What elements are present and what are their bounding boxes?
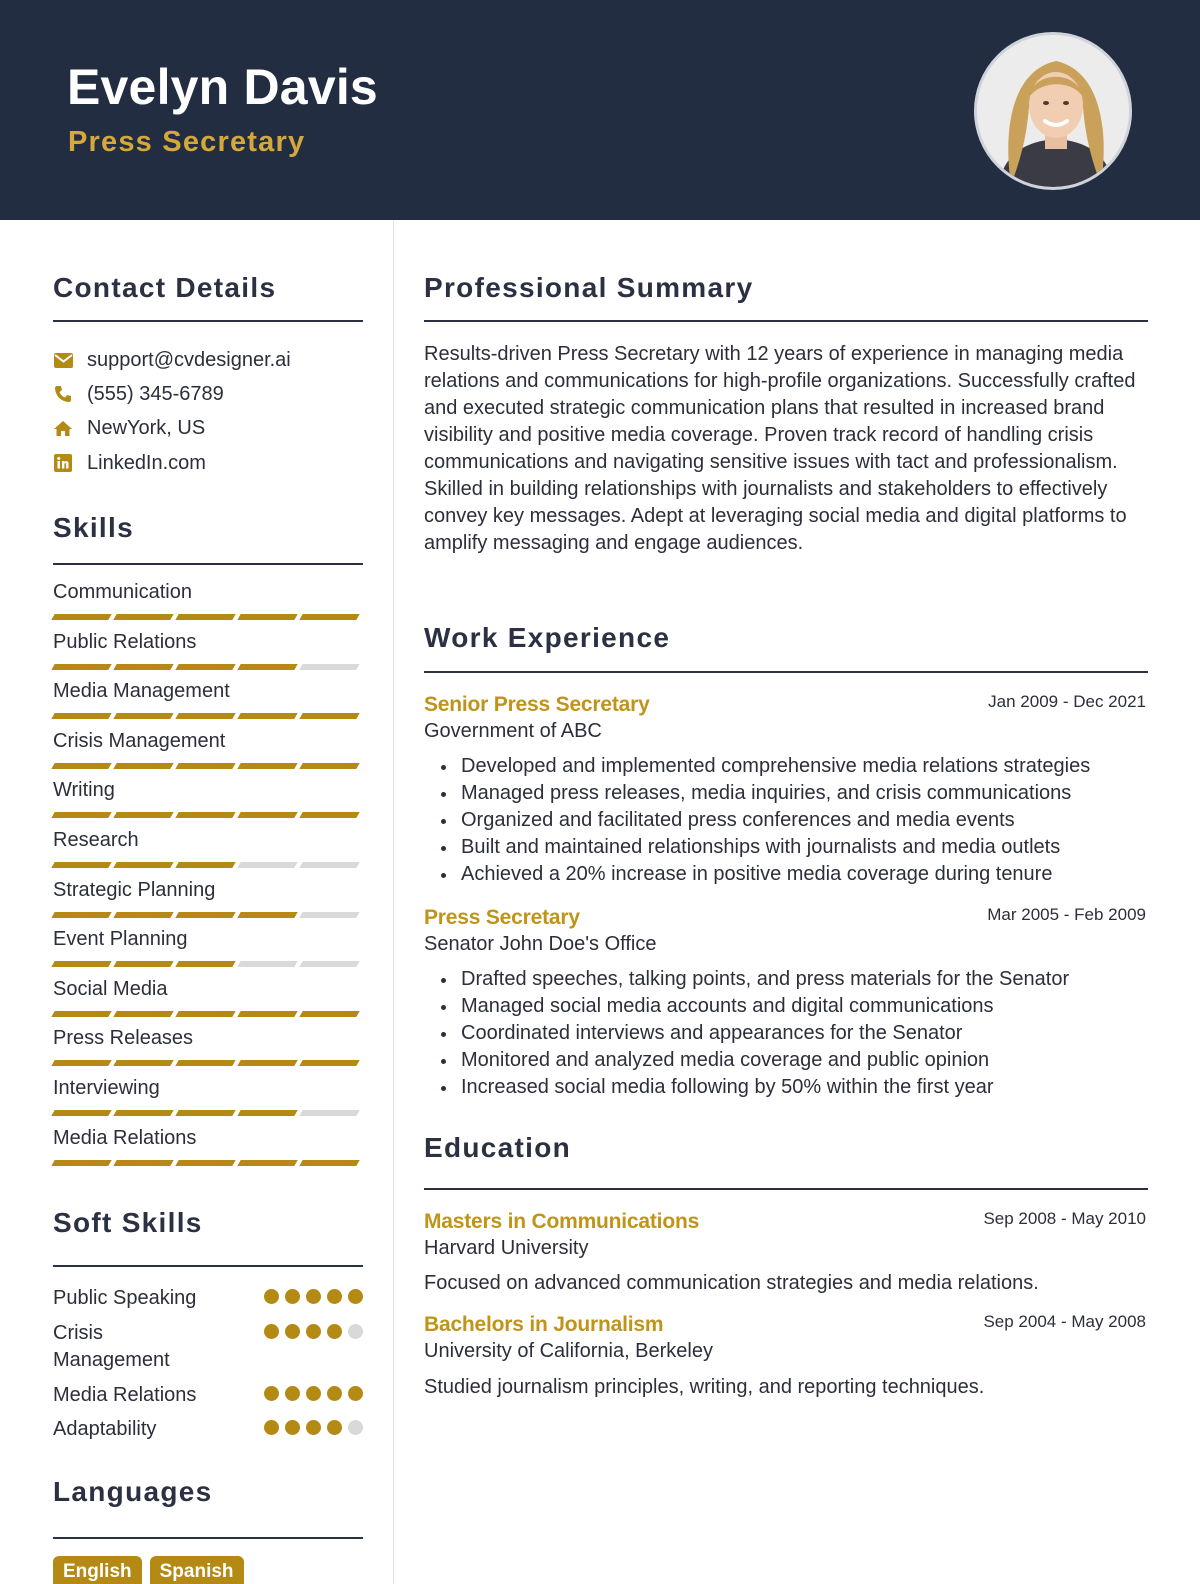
skill-level-segment [113,1110,173,1116]
skill-level-segment [113,614,173,620]
rating-dot [306,1324,321,1339]
rating-dot [306,1386,321,1401]
skill-level-segment [113,1160,173,1166]
job-bullet: Developed and implemented comprehensive media relations strategies [424,753,1149,780]
languages-list [53,1556,244,1584]
contact-location [53,415,205,441]
languages-rule [53,1537,363,1539]
column-divider [393,220,394,1584]
skill-name: Interviewing [53,1077,160,1099]
skill-level-segment [51,1110,111,1116]
skill-name: Public Relations [53,630,197,653]
skill-item [53,729,363,769]
rating-dot [348,1324,363,1339]
skill-level-bar [53,961,363,967]
profile-photo [974,32,1132,190]
skill-level-segment [299,1110,359,1116]
skill-level-segment [299,713,359,719]
rating-dot [306,1420,321,1435]
degree-title: Bachelors in Journalism [424,1313,664,1336]
skill-level-segment [237,1060,297,1066]
skill-level-segment [299,812,359,818]
skill-level-segment [237,912,297,918]
degree-description: Studied journalism principles, writing, and reporting techniques. [424,1376,985,1398]
skill-item [53,828,363,868]
contact-linkedin-text: LinkedIn.com [87,451,206,474]
rating-dot [327,1324,342,1339]
skill-level-segment [237,664,297,670]
skill-level-segment [175,912,235,918]
skill-item [53,630,363,670]
skill-level-segment [175,763,235,769]
skill-level-bar [53,614,363,620]
skill-level-segment [175,614,235,620]
job-bullet: Managed social media accounts and digital communications [424,993,1149,1020]
skill-level-segment [237,614,297,620]
skill-level-bar [53,664,363,670]
envelope-icon [53,350,73,370]
soft-skill-name: Public Speaking [53,1287,197,1309]
skill-level-segment [175,1060,235,1066]
rating-dot [264,1386,279,1401]
skill-name: Media Management [53,680,230,703]
skills-rule [53,563,363,565]
soft-skill-item [53,1416,363,1443]
skill-item [53,1026,363,1066]
skill-level-segment [175,713,235,719]
rating-dot [285,1289,300,1304]
soft-skill-name: Crisis Management [53,1322,170,1371]
skill-level-segment [51,763,111,769]
profile-photo-image [977,35,1132,190]
skill-item [53,977,363,1017]
degree-title: Masters in Communications [424,1210,700,1233]
skill-name: Strategic Planning [53,878,216,901]
job-dates: Jan 2009 - Dec 2021 [988,692,1146,711]
rating-dot [264,1324,279,1339]
job-bullet: Monitored and analyzed media coverage and public opinion [424,1047,1149,1074]
job-organization: Senator John Doe's Office [424,933,657,955]
skill-level-bar [53,1011,363,1017]
skill-level-segment [113,812,173,818]
linkedin-icon [53,453,73,473]
skill-level-segment [51,862,111,868]
soft-skill-rating [264,1324,363,1339]
skill-item [53,580,363,620]
soft-skill-rating [264,1386,363,1401]
skill-level-segment [51,812,111,818]
skill-level-segment [175,862,235,868]
job-bullet: Coordinated interviews and appearances for the Senator [424,1020,1149,1047]
skill-level-segment [51,1060,111,1066]
skill-name: Crisis Management [53,729,226,752]
job-organization: Government of ABC [424,720,602,742]
skill-level-segment [51,912,111,918]
skill-level-segment [299,1060,359,1066]
skill-level-segment [113,664,173,670]
home-icon [53,418,73,438]
candidate-title: Press Secretary [68,126,306,158]
skill-name: Media Relations [53,1126,197,1149]
candidate-name: Evelyn Davis [67,59,378,115]
skill-item [53,878,363,918]
soft-skill-name: Media Relations [53,1384,197,1406]
skill-level-segment [299,614,359,620]
language-badge: English [53,1556,142,1584]
rating-dot [285,1324,300,1339]
skill-level-segment [175,1160,235,1166]
skill-level-segment [51,713,111,719]
skill-level-segment [299,961,359,967]
rating-dot [348,1289,363,1304]
skill-level-segment [51,664,111,670]
skill-level-segment [299,912,359,918]
skill-level-segment [237,1110,297,1116]
degree-dates: Sep 2008 - May 2010 [983,1209,1146,1228]
rating-dot [348,1386,363,1401]
soft-skills-heading: Soft Skills [53,1207,203,1238]
rating-dot [264,1289,279,1304]
job-title: Senior Press Secretary [424,693,650,716]
contact-heading: Contact Details [53,272,277,303]
phone-icon [53,384,73,404]
skill-level-segment [299,664,359,670]
skill-level-bar [53,1160,363,1166]
skill-level-segment [51,1160,111,1166]
skill-item [53,1076,363,1116]
job-bullet: Achieved a 20% increase in positive media coverage during tenure [424,861,1149,888]
contact-phone-text: (555) 345-6789 [87,382,224,405]
skill-name: Writing [53,779,115,802]
skill-name: Event Planning [53,928,188,951]
soft-skill-rating [264,1289,363,1304]
skill-level-segment [113,763,173,769]
summary-text: Results-driven Press Secretary with 12 years of experience in managing media relations and communications for high-profile organizations. Successfully crafted and executed strategic communication plans that resulted in increased brand visibility and positive media coverage. Proven track record of handling crisis communications and navigating sensitive issues with tact and professionalism. Skilled in building relationships with journalists and stakeholders to effectively convey key messages. Adept at leveraging social media and digital platforms to amplify messaging and engage audiences. [424,343,1136,554]
skill-level-segment [237,713,297,719]
contact-location-text: NewYork, US [87,416,206,439]
contact-rule [53,320,363,322]
job-title: Press Secretary [424,906,580,929]
soft-skill-name: Adaptability [53,1418,157,1440]
soft-skill-item [53,1285,363,1312]
rating-dot [285,1386,300,1401]
skill-name: Social Media [53,977,168,1000]
skill-level-segment [113,862,173,868]
soft-skill-item [53,1382,363,1409]
skill-level-segment [51,1011,111,1017]
contact-email[interactable] [53,347,291,373]
skill-level-bar [53,1110,363,1116]
job-dates: Mar 2005 - Feb 2009 [987,905,1146,924]
skill-level-segment [237,1011,297,1017]
skill-level-segment [113,961,173,967]
languages-heading: Languages [53,1476,213,1507]
skill-level-bar [53,763,363,769]
skill-level-segment [237,862,297,868]
skill-level-segment [175,961,235,967]
skill-level-segment [175,812,235,818]
summary-rule [424,320,1148,322]
education-heading: Education [424,1132,572,1163]
education-rule [424,1188,1148,1190]
skill-level-segment [237,812,297,818]
skill-level-bar [53,1060,363,1066]
skill-level-segment [175,664,235,670]
rating-dot [306,1289,321,1304]
skill-level-segment [51,614,111,620]
skill-level-bar [53,862,363,868]
skill-level-segment [299,1011,359,1017]
soft-skills-rule [53,1265,363,1267]
contact-email-text: support@cvdesigner.ai [87,348,291,371]
job-bullet: Drafted speeches, talking points, and press materials for the Senator [424,966,1149,993]
skill-level-bar [53,812,363,818]
rating-dot [348,1420,363,1435]
skills-heading: Skills [53,512,134,543]
rating-dot [285,1420,300,1435]
degree-dates: Sep 2004 - May 2008 [983,1312,1146,1331]
contact-phone[interactable] [53,381,224,407]
skill-level-segment [113,912,173,918]
job-bullet: Built and maintained relationships with journalists and media outlets [424,834,1149,861]
skill-name: Research [53,829,139,851]
skill-item [53,1126,363,1166]
degree-description: Focused on advanced communication strategies and media relations. [424,1272,1039,1294]
school-name: University of California, Berkeley [424,1340,713,1362]
skill-item [53,778,363,818]
rating-dot [327,1420,342,1435]
skill-level-segment [237,763,297,769]
skill-level-segment [113,713,173,719]
summary-heading: Professional Summary [424,272,754,303]
resume-header [0,0,1200,220]
skill-level-segment [299,862,359,868]
skill-level-segment [237,961,297,967]
skill-level-segment [299,1160,359,1166]
rating-dot [327,1386,342,1401]
soft-skill-rating [264,1420,363,1435]
job-bullet: Organized and facilitated press conferences and media events [424,807,1149,834]
skill-level-segment [51,961,111,967]
job-bullet: Managed press releases, media inquiries, and crisis communications [424,780,1149,807]
skill-level-segment [299,763,359,769]
skill-level-bar [53,713,363,719]
experience-heading: Work Experience [424,622,671,653]
skill-item [53,679,363,719]
rating-dot [264,1420,279,1435]
skill-level-segment [175,1110,235,1116]
contact-linkedin[interactable] [53,450,206,476]
language-badge: Spanish [150,1556,244,1584]
job-bullet: Increased social media following by 50% within the first year [424,1074,1149,1101]
skill-level-segment [237,1160,297,1166]
skill-level-segment [175,1011,235,1017]
skill-level-segment [113,1060,173,1066]
school-name: Harvard University [424,1237,589,1259]
skill-name: Communication [53,581,192,603]
skill-name: Press Releases [53,1027,194,1050]
skill-level-segment [113,1011,173,1017]
soft-skill-item [53,1320,363,1374]
job-bullets [424,966,1149,1101]
rating-dot [327,1289,342,1304]
skill-level-bar [53,912,363,918]
experience-rule [424,671,1148,673]
skill-item [53,927,363,967]
job-bullets [424,753,1149,888]
